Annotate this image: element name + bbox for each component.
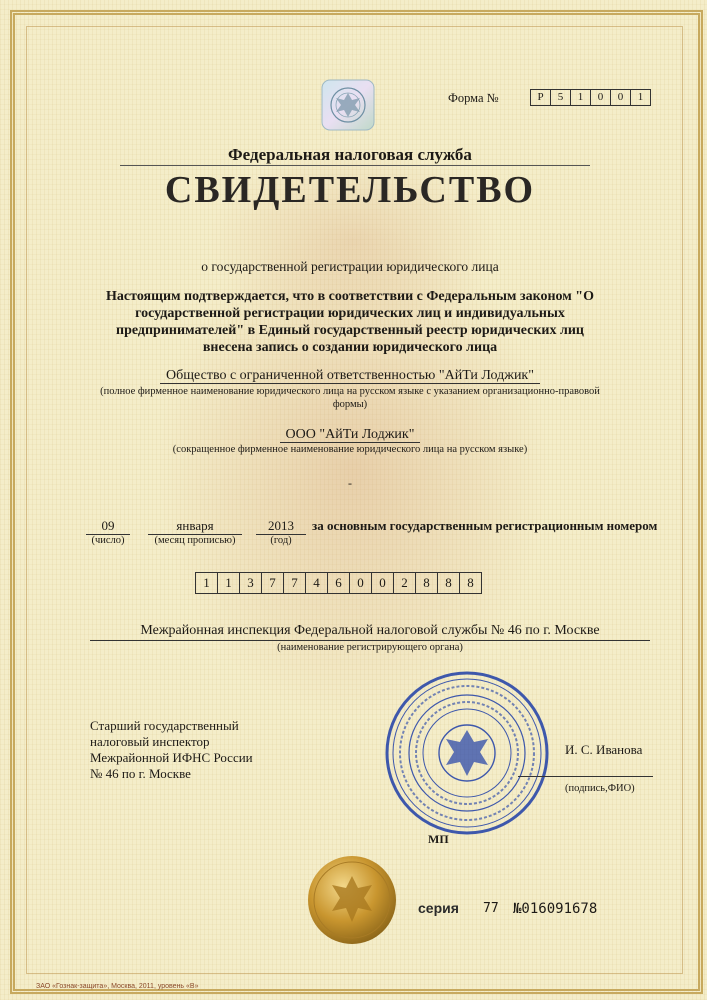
- form-number-cell: Р: [531, 90, 551, 105]
- ogrn-digit: 3: [240, 573, 262, 593]
- separator-dash: -: [348, 476, 352, 490]
- authority-underline: [120, 165, 590, 166]
- ogrn-digit: 0: [350, 573, 372, 593]
- short-company-name: [150, 427, 550, 443]
- form-number-cell: 1: [571, 90, 591, 105]
- signature-line: [518, 776, 653, 777]
- form-number-cell: 0: [591, 90, 611, 105]
- ogrn-digit: 6: [328, 573, 350, 593]
- form-number-cell: 0: [611, 90, 631, 105]
- ogrn-digit: 2: [394, 573, 416, 593]
- ogrn-digit: 1: [218, 573, 240, 593]
- officer-title-line: Старший государственный: [90, 718, 239, 733]
- series-value: 77: [483, 901, 499, 916]
- ogrn-digit: 0: [372, 573, 394, 593]
- officer-title-line: № 46 по г. Москве: [90, 766, 191, 781]
- intro-paragraph: Настоящим подтверждается, что в соответствии с Федеральным законом "О государственной регистрации юридических лиц и индивидуальных предпринимателей" в Единый государственный реестр юридических лиц внесена запись о создании юридического лица: [106, 289, 594, 355]
- officer-title-line: налоговый инспектор: [90, 734, 210, 749]
- form-number-label: Форма №: [448, 91, 499, 105]
- signatory-name: И. С. Иванова: [565, 742, 643, 757]
- short-company-name-note: (сокращенное фирменное наименование юридического лица на русском языке): [172, 444, 528, 455]
- issuing-authority: Федеральная налоговая служба: [228, 145, 472, 164]
- gold-seal-icon: [306, 854, 398, 946]
- signature-note: (подпись,ФИО): [565, 783, 635, 794]
- officer-title: [90, 718, 310, 782]
- official-stamp-icon: [382, 668, 552, 838]
- full-company-name-value: Общество с ограниченной ответственностью "АйТи Лоджик": [160, 368, 540, 384]
- registration-phrase: за основным государственным регистрационным номером: [312, 518, 658, 533]
- ogrn-digit: 8: [416, 573, 438, 593]
- year-note: (год): [270, 535, 292, 546]
- registration-day: 09: [86, 518, 130, 535]
- full-company-name-note: (полное фирменное наименование юридического лица на русском языке с указанием организационно-правовой формы): [100, 386, 600, 410]
- document-title: СВИДЕТЕЛЬСТВО: [164, 169, 536, 211]
- printer-footer: ЗАО «Гознак-защита», Москва, 2011, уровень «В»: [36, 983, 199, 990]
- ogrn-digit: 8: [438, 573, 460, 593]
- series-label: серия: [418, 900, 459, 916]
- registering-authority-note: (наименование регистрирующего органа): [277, 642, 463, 653]
- short-company-name-value: ООО "АйТи Лоджик": [280, 427, 421, 443]
- hologram-emblem-icon: [320, 78, 376, 132]
- form-number-cell: 1: [637, 91, 644, 103]
- full-company-name: [120, 368, 580, 384]
- form-number-cell: 5: [551, 90, 571, 105]
- registration-year: 2013: [256, 518, 306, 535]
- officer-title-line: Межрайонной ИФНС России: [90, 750, 253, 765]
- registering-authority: Межрайонная инспекция Федеральной налоговой службы № 46 по г. Москве: [90, 623, 650, 641]
- ogrn-digit: 1: [196, 573, 218, 593]
- form-number-cells: [530, 89, 651, 106]
- certificate-number: №016091678: [513, 901, 598, 917]
- ogrn-digit: 4: [306, 573, 328, 593]
- ogrn-digit: 7: [284, 573, 306, 593]
- registration-month: января: [148, 518, 242, 535]
- seal-place-label: МП: [428, 832, 449, 846]
- day-note: (число): [91, 535, 125, 546]
- ogrn-digit: 7: [262, 573, 284, 593]
- month-note: (месяц прописью): [154, 535, 236, 546]
- ogrn-number-cells: [195, 572, 482, 594]
- document-subtitle: о государственной регистрации юридического лица: [201, 259, 499, 274]
- ogrn-digit: 8: [467, 575, 474, 590]
